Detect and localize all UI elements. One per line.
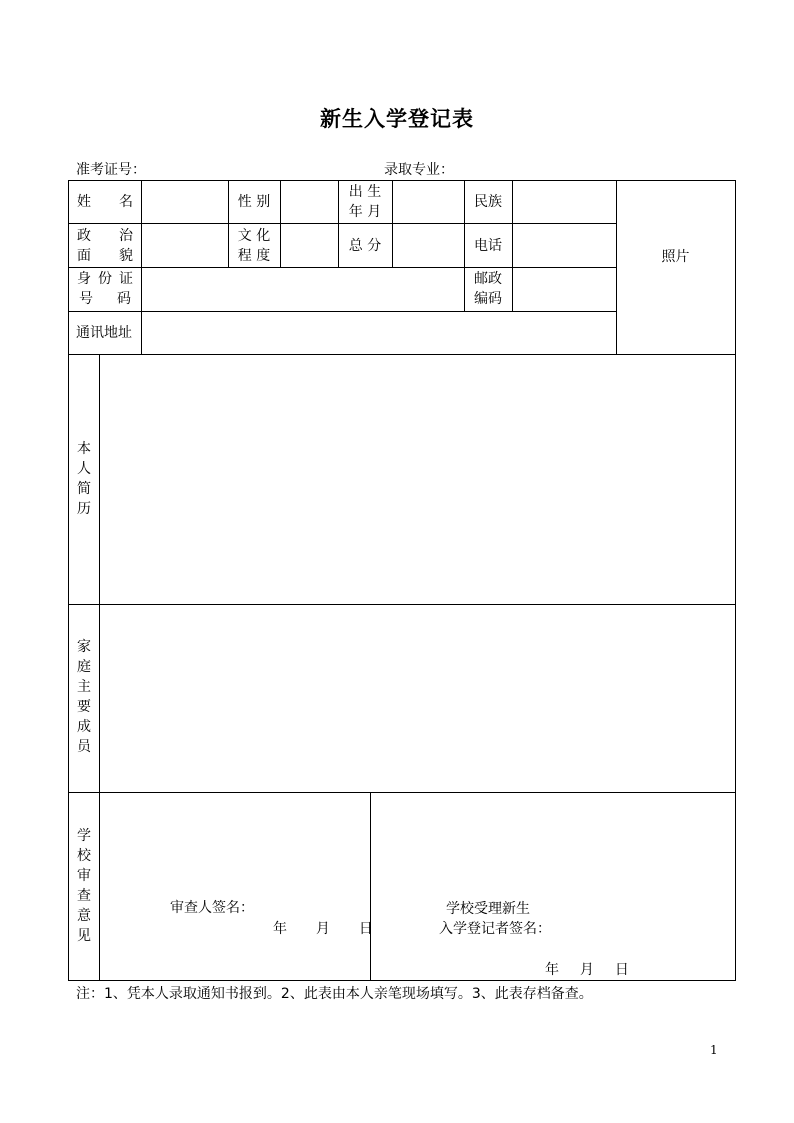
family-char: 要 — [77, 699, 91, 715]
political-label — [77, 226, 133, 266]
id-card-char: 证 — [119, 271, 133, 287]
date-month: 月 — [579, 962, 594, 978]
table-border-bottom — [68, 980, 736, 981]
date-month: 月 — [315, 921, 330, 937]
id-card-char: 码 — [117, 291, 131, 307]
page-number: 1 — [710, 1043, 718, 1057]
resume-char: 简 — [77, 481, 91, 497]
id-card-char: 身 — [77, 271, 91, 287]
ethnicity-label: 民族 — [474, 194, 502, 210]
phone-label: 电话 — [474, 238, 502, 254]
address-label: 通讯地址 — [76, 325, 132, 341]
name-label-part: 姓 — [77, 194, 91, 210]
resume-section-label — [74, 439, 94, 519]
date-year: 年 — [545, 962, 559, 978]
political-char: 治 — [119, 228, 133, 244]
registrar-date — [545, 960, 629, 980]
postal-label — [464, 269, 512, 309]
family-char: 主 — [77, 679, 91, 695]
row-divider — [68, 354, 736, 355]
reviewer-signature-label: 审查人签名： — [170, 900, 254, 916]
date-day: 日 — [614, 962, 629, 978]
political-char: 貌 — [119, 248, 133, 264]
row-divider — [68, 311, 617, 312]
gender-label: 性 别 — [237, 194, 271, 210]
political-char: 面 — [77, 248, 91, 264]
column-divider — [392, 180, 393, 267]
birth-label-line: 年 月 — [348, 204, 382, 220]
political-char: 政 — [77, 228, 91, 244]
table-border-top — [68, 180, 736, 181]
photo-label: 照片 — [661, 249, 690, 265]
birth-label-line: 出 生 — [348, 184, 382, 200]
postal-label-line: 编码 — [474, 291, 502, 307]
id-card-label-line — [77, 289, 133, 309]
registrar-label-line2: 入学登记者签名： — [439, 921, 551, 937]
registrar-label-line1: 学校受理新生 — [446, 901, 530, 917]
column-divider — [616, 180, 617, 354]
family-char: 家 — [77, 639, 91, 655]
reviewer-date — [273, 919, 373, 939]
exam-number-label: 准考证号： — [76, 162, 146, 178]
political-label-line — [77, 226, 133, 246]
column-divider — [370, 792, 371, 980]
row-divider — [68, 604, 736, 605]
total-score-label: 总 分 — [348, 238, 382, 254]
review-char: 审 — [77, 868, 91, 884]
review-char: 见 — [77, 928, 91, 944]
name-label — [77, 192, 133, 212]
review-char: 查 — [77, 888, 91, 904]
review-char: 意 — [77, 908, 91, 924]
footnote: 注：1、凭本人录取通知书报到。2、此表由本人亲笔现场填写。3、此表存档备查。 — [76, 986, 593, 1002]
table-border-left — [68, 180, 69, 981]
family-char: 庭 — [77, 659, 91, 675]
education-label — [228, 226, 280, 266]
resume-char: 历 — [77, 501, 91, 517]
row-divider — [68, 792, 736, 793]
education-label-line: 程 度 — [237, 248, 271, 264]
birth-label — [338, 182, 392, 222]
review-char: 学 — [77, 828, 91, 844]
column-divider — [99, 354, 100, 980]
major-label: 录取专业： — [384, 162, 454, 178]
family-section-label — [74, 637, 94, 757]
id-card-label-line — [77, 269, 133, 289]
resume-char: 人 — [77, 461, 91, 477]
column-divider — [280, 180, 281, 267]
table-border-right — [735, 180, 736, 981]
id-card-label — [77, 269, 133, 309]
education-label-line: 文 化 — [237, 228, 271, 244]
date-day: 日 — [358, 921, 373, 937]
id-card-char: 号 — [79, 291, 93, 307]
column-divider — [141, 180, 142, 354]
name-label-part: 名 — [119, 194, 133, 210]
political-label-line — [77, 246, 133, 266]
id-card-char: 份 — [98, 271, 112, 287]
family-char: 成 — [77, 719, 91, 735]
resume-char: 本 — [77, 441, 91, 457]
row-divider — [68, 223, 617, 224]
review-char: 校 — [77, 848, 91, 864]
form-title: 新生入学登记表 — [320, 106, 474, 131]
postal-label-line: 邮政 — [474, 271, 502, 287]
review-section-label — [74, 826, 94, 946]
row-divider — [68, 267, 617, 268]
column-divider — [512, 180, 513, 311]
date-year: 年 — [273, 921, 287, 937]
family-char: 员 — [77, 739, 91, 755]
